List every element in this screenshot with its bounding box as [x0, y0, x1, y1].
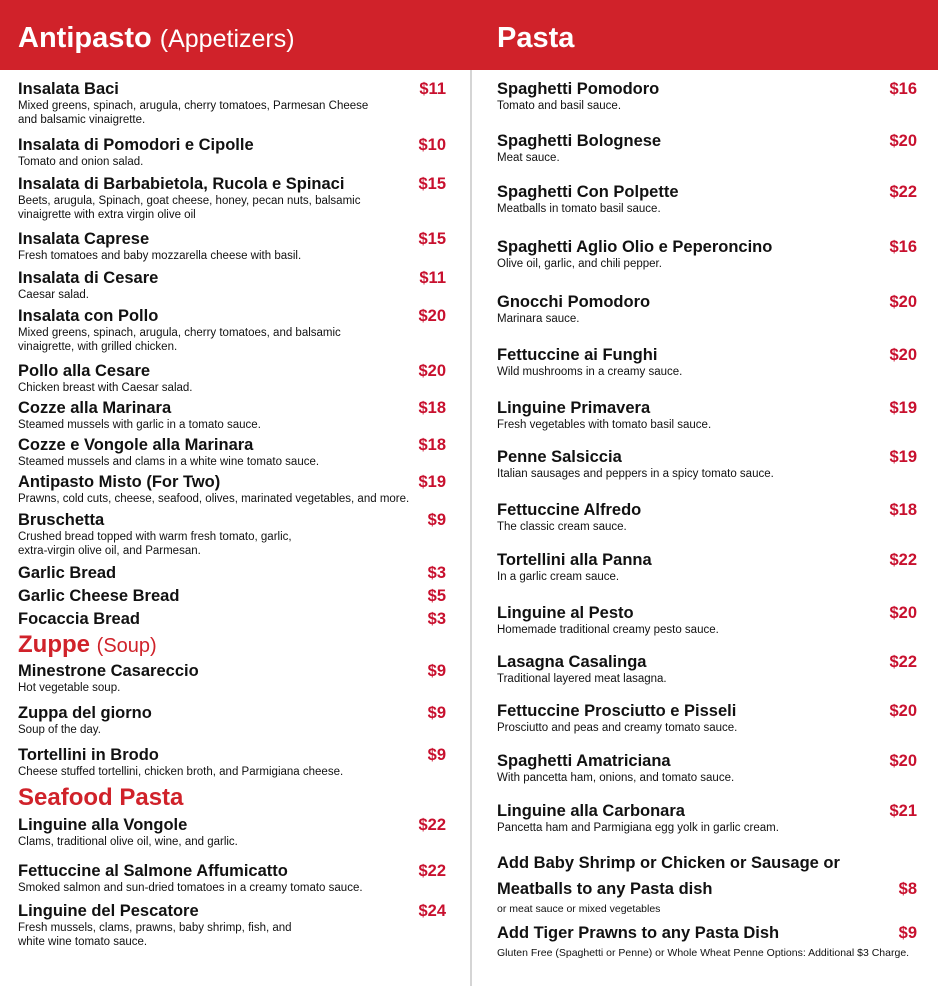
menu-item: [18, 587, 446, 606]
menu-item-name: Meatballs to any Pasta dish: [497, 880, 713, 898]
menu-item-description: Caesar salad.: [18, 289, 89, 301]
menu-item-price: $19: [889, 448, 917, 466]
menu-item-name: Linguine alla Vongole: [18, 816, 188, 834]
menu-item-name: Add Baby Shrimp or Chicken or Sausage or: [497, 854, 840, 872]
menu-item-name: Penne Salsiccia: [497, 448, 622, 466]
menu-item-name: Spaghetti Aglio Olio e Peperoncino: [497, 238, 773, 256]
menu-item-description: Smoked salmon and sun-dried tomatoes in a creamy tomato sauce.: [18, 882, 363, 894]
menu-item-name: Bruschetta: [18, 511, 105, 529]
menu-item-name: Linguine del Pescatore: [18, 902, 199, 920]
menu-item: [497, 551, 917, 584]
menu-item-description: Fresh mussels, clams, prawns, baby shrimp, fish, and: [18, 922, 292, 934]
menu-item: [18, 269, 446, 302]
menu-item-name: Minestrone Casareccio: [18, 662, 199, 680]
menu-item-description: Homemade traditional creamy pesto sauce.: [497, 624, 719, 636]
menu-item-name: Insalata di Barbabietola, Rucola e Spinaci: [18, 175, 345, 193]
menu-item-price: $16: [889, 238, 917, 256]
menu-item-description: and balsamic vinaigrette.: [18, 114, 146, 126]
menu-item: [497, 501, 917, 534]
menu-header-bar: [0, 0, 938, 70]
menu-item-name: Garlic Bread: [18, 564, 117, 582]
menu-item-price: $16: [889, 80, 917, 98]
menu-item-price: $22: [889, 551, 917, 569]
menu-item: [18, 399, 446, 432]
menu-item: [18, 230, 446, 263]
menu-item: [18, 511, 446, 558]
menu-item-description: Crushed bread topped with warm fresh tomato, garlic,: [18, 531, 292, 543]
menu-item: [18, 662, 446, 695]
menu-item: [18, 473, 446, 506]
menu-item-price: $11: [419, 269, 446, 287]
menu-item-price: $19: [889, 399, 917, 417]
menu-item: [497, 604, 917, 637]
menu-item: [497, 448, 917, 481]
menu-item: [497, 399, 917, 432]
menu-item-description: or meat sauce or mixed vegetables: [497, 903, 661, 915]
menu-item-description: Olive oil, garlic, and chili pepper.: [497, 258, 662, 270]
menu-item-name: Garlic Cheese Bread: [18, 587, 180, 605]
menu-item-description: vinaigrette with extra virgin olive oil: [18, 209, 196, 221]
menu-item-description: Tomato and onion salad.: [18, 156, 144, 168]
menu-item: [18, 746, 446, 779]
menu-item-name: Tortellini in Brodo: [18, 746, 159, 764]
menu-item-description: Italian sausages and peppers in a spicy tomato sauce.: [497, 468, 774, 480]
menu-item: [497, 702, 917, 735]
menu-item-description: Mixed greens, spinach, arugula, cherry tomatoes, and balsamic: [18, 327, 341, 339]
menu-item-description: Fresh tomatoes and baby mozzarella cheese with basil.: [18, 250, 302, 262]
menu-item: [497, 346, 917, 379]
menu-item-price: $18: [889, 501, 917, 519]
menu-item-description: Steamed mussels and clams in a white wine tomato sauce.: [18, 456, 320, 468]
menu-item-name: Add Tiger Prawns to any Pasta Dish: [497, 924, 780, 942]
menu-item: [18, 307, 446, 354]
menu-item-price: $20: [889, 293, 917, 311]
menu-item-description: Traditional layered meat lasagna.: [497, 673, 667, 685]
menu-item: [18, 362, 446, 395]
menu-item: [497, 802, 917, 835]
menu-item-price: $9: [427, 746, 446, 764]
menu-item-description: Cheese stuffed tortellini, chicken broth, and Parmigiana cheese.: [18, 766, 344, 778]
menu-item: [497, 132, 917, 165]
menu-item: [18, 862, 446, 895]
menu-item-description: Steamed mussels with garlic in a tomato sauce.: [18, 419, 261, 431]
menu-item-name: Lasagna Casalinga: [497, 653, 647, 671]
menu-item: [497, 293, 917, 326]
menu-item-name: Cozze alla Marinara: [18, 399, 172, 417]
menu-item: [18, 80, 446, 127]
menu-item: [18, 704, 446, 737]
menu-item-name: Linguine al Pesto: [497, 604, 634, 622]
menu-item-name: Fettuccine al Salmone Affumicatto: [18, 862, 288, 880]
menu-item-description: Chicken breast with Caesar salad.: [18, 382, 193, 394]
menu-item-name: Fettuccine Prosciutto e Pisseli: [497, 702, 737, 720]
menu-item-description: Meatballs in tomato basil sauce.: [497, 203, 661, 215]
menu-item-name: Spaghetti Con Polpette: [497, 183, 679, 201]
menu-item-name: Zuppa del giorno: [18, 704, 152, 722]
menu-item: [497, 80, 917, 113]
menu-item-description: Hot vegetable soup.: [18, 682, 121, 694]
menu-item-name: Focaccia Bread: [18, 610, 140, 628]
menu-item-price: $15: [418, 175, 446, 193]
seafood-pasta-heading: Seafood Pasta: [18, 784, 184, 811]
menu-item-description: With pancetta ham, onions, and tomato sauce.: [497, 772, 735, 784]
menu-item-name: Insalata Baci: [18, 80, 119, 98]
menu-item-name: Insalata di Pomodori e Cipolle: [18, 136, 254, 154]
menu-item-name: Gnocchi Pomodoro: [497, 293, 651, 311]
menu-item: [18, 902, 446, 949]
antipasto-heading: Antipasto (Appetizers): [18, 22, 295, 54]
pasta-heading: Pasta: [497, 22, 575, 54]
menu-item-description: Tomato and basil sauce.: [497, 100, 622, 112]
menu-item-price: $10: [418, 136, 446, 154]
menu-item: [497, 183, 917, 216]
menu-item-price: $22: [889, 183, 917, 201]
menu-item-price: $11: [419, 80, 446, 98]
menu-item: [18, 436, 446, 469]
menu-item-description: Clams, traditional olive oil, wine, and garlic.: [18, 836, 238, 848]
menu-item-price: $3: [427, 564, 446, 582]
menu-item-name: Insalata di Cesare: [18, 269, 159, 287]
menu-item-description: Soup of the day.: [18, 724, 101, 736]
menu-item-price: $18: [418, 436, 446, 454]
menu-item-price: $20: [889, 346, 917, 364]
menu-item-name: Cozze e Vongole alla Marinara: [18, 436, 254, 454]
menu-item-description: Prawns, cold cuts, cheese, seafood, olives, marinated vegetables, and more.: [18, 493, 410, 505]
menu-item-name: Linguine alla Carbonara: [497, 802, 685, 820]
menu-item-price: $21: [889, 802, 917, 820]
menu-item-price: $20: [889, 604, 917, 622]
menu-item-description: Pancetta ham and Parmigiana egg yolk in garlic cream.: [497, 822, 779, 834]
menu-item-price: $9: [427, 662, 446, 680]
menu-item-name: Linguine Primavera: [497, 399, 651, 417]
menu-item-price: $22: [889, 653, 917, 671]
menu-item-name: Antipasto Misto (For Two): [18, 473, 221, 491]
menu-item: [18, 816, 446, 849]
menu-item-name: Fettuccine Alfredo: [497, 501, 642, 519]
menu-item-price: $20: [418, 362, 446, 380]
menu-item-name: Insalata Caprese: [18, 230, 150, 248]
menu-item: [18, 175, 446, 222]
menu-item-name: Fettuccine ai Funghi: [497, 346, 658, 364]
menu-item-description: In a garlic cream sauce.: [497, 571, 620, 583]
menu-item: [18, 136, 446, 169]
menu-item-price: $20: [889, 752, 917, 770]
menu-item-name: Tortellini alla Panna: [497, 551, 652, 569]
menu-item-description: Beets, arugula, Spinach, goat cheese, honey, pecan nuts, balsamic: [18, 195, 361, 207]
menu-item: [497, 653, 917, 686]
menu-item-price: $5: [427, 587, 446, 605]
menu-item-price: $24: [418, 902, 446, 920]
menu-item-name: Spaghetti Pomodoro: [497, 80, 660, 98]
menu-item-description: Wild mushrooms in a creamy sauce.: [497, 366, 683, 378]
menu-item-price: $9: [898, 924, 917, 942]
menu-item: [18, 610, 446, 629]
menu-item-price: $18: [418, 399, 446, 417]
menu-item-price: $3: [427, 610, 446, 628]
menu-item: [497, 850, 917, 916]
menu-item-price: $19: [418, 473, 446, 491]
menu-item-price: $22: [418, 862, 446, 880]
menu-item-price: $20: [418, 307, 446, 325]
menu-item-price: $20: [889, 132, 917, 150]
menu-item-description: vinaigrette, with grilled chicken.: [18, 341, 178, 353]
menu-item-description: Gluten Free (Spaghetti or Penne) or Whole Wheat Penne Options: Additional $3 Charge.: [497, 947, 910, 959]
menu-item-description: The classic cream sauce.: [497, 521, 627, 533]
menu-item-name: Spaghetti Amatriciana: [497, 752, 671, 770]
menu-item-description: white wine tomato sauce.: [18, 936, 148, 948]
zuppe-heading: Zuppe (Soup): [18, 631, 157, 658]
menu-item-price: $15: [418, 230, 446, 248]
menu-item-name: Spaghetti Bolognese: [497, 132, 662, 150]
menu-item-description: Marinara sauce.: [497, 313, 580, 325]
menu-item-name: Pollo alla Cesare: [18, 362, 151, 380]
menu-item-description: extra-virgin olive oil, and Parmesan.: [18, 545, 201, 557]
menu-item-description: Mixed greens, spinach, arugula, cherry tomatoes, Parmesan Cheese: [18, 100, 369, 112]
menu-item-description: Meat sauce.: [497, 152, 560, 164]
menu-item-name: Insalata con Pollo: [18, 307, 159, 325]
menu-item-price: $9: [427, 704, 446, 722]
menu-item-price: $9: [427, 511, 446, 529]
menu-item: [18, 564, 446, 583]
menu-item-price: $22: [418, 816, 446, 834]
menu-item-price: $20: [889, 702, 917, 720]
menu-item-description: Prosciutto and peas and creamy tomato sauce.: [497, 722, 738, 734]
menu-item-price: $8: [898, 880, 917, 898]
menu-item: [497, 238, 917, 271]
menu-item: [497, 920, 917, 960]
menu-item-description: Fresh vegetables with tomato basil sauce.: [497, 419, 712, 431]
column-divider: [470, 70, 472, 986]
menu-item: [497, 752, 917, 785]
